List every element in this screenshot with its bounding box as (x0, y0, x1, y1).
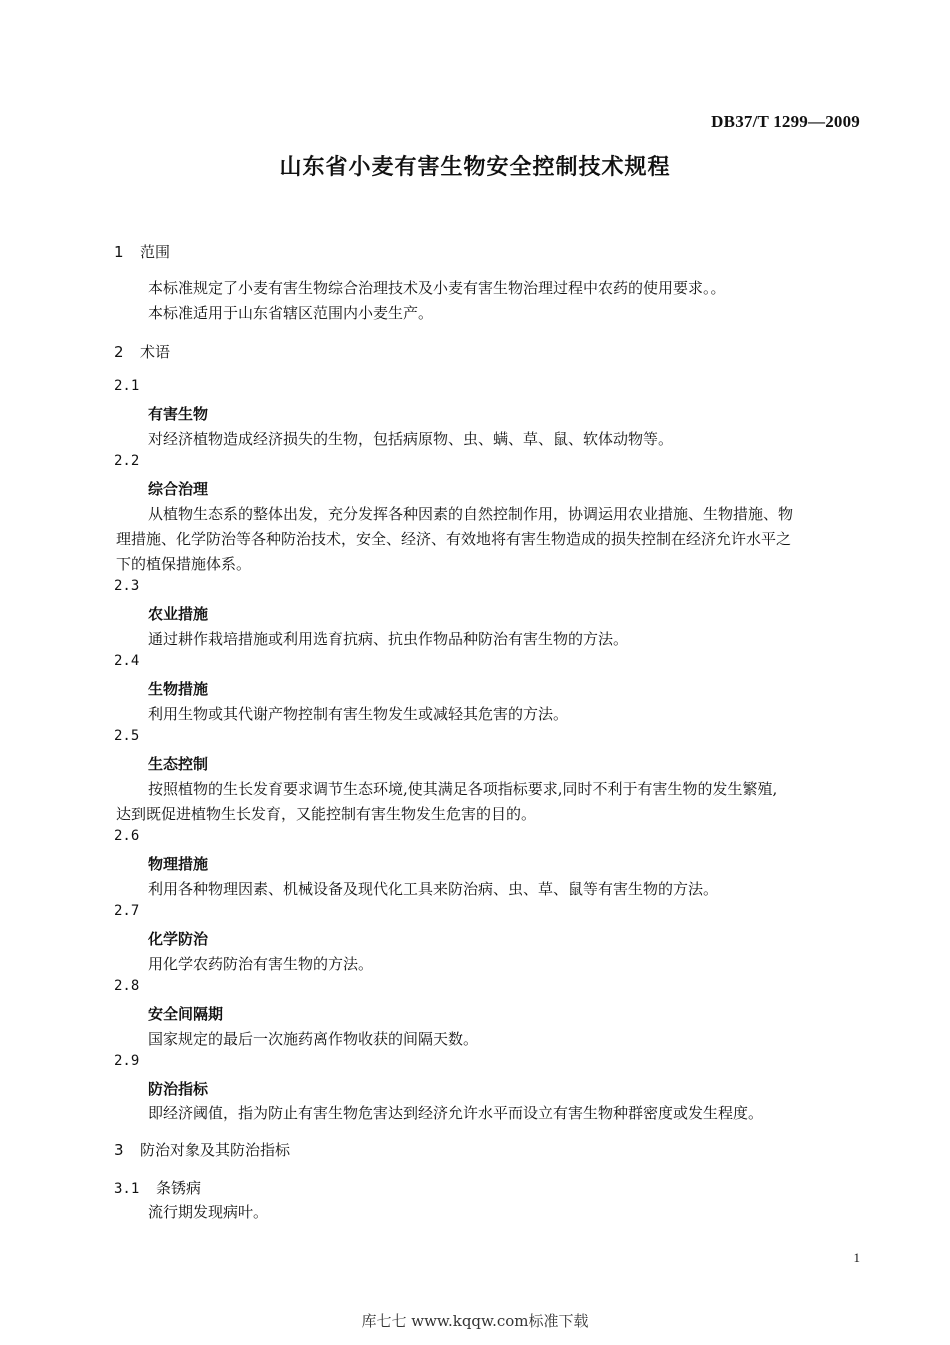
term-definition: 达到既促进植物生长发育，又能控制有害生物发生危害的目的。 (116, 805, 537, 823)
term-number: 2.5 (114, 728, 140, 744)
term-definition: 国家规定的最后一次施药离作物收获的间隔天数。 (148, 1030, 479, 1048)
term-definition: 利用各种物理因素、机械设备及现代化工具来防治病、虫、草、鼠等有害生物的方法。 (148, 880, 719, 898)
page-number: 1 (853, 1250, 860, 1265)
term-definition: 即经济阈值，指为防止有害生物危害达到经济允许水平而设立有害生物种群密度或发生程度。 (148, 1104, 764, 1122)
section-number: 1 (114, 243, 124, 261)
term-definition: 利用生物或其代谢产物控制有害生物发生或减轻其危害的方法。 (148, 705, 569, 723)
term-name: 综合治理 (148, 480, 209, 498)
section-title: 范围 (140, 243, 171, 261)
section-number: 3 (114, 1141, 124, 1159)
section-1-heading (114, 241, 170, 262)
section-2-heading (114, 341, 170, 362)
term-definition: 理措施、化学防治等各种防治技术，安全、经济、有效地将有害生物造成的损失控制在经济允许水平之 (116, 530, 792, 548)
term-number: 2.9 (114, 1053, 140, 1069)
term-number: 2.3 (114, 578, 140, 594)
document-title: 山东省小麦有害生物安全控制技术规程 (279, 155, 671, 180)
term-name: 生物措施 (148, 680, 209, 698)
term-name: 生态控制 (148, 755, 209, 773)
term-number: 2.8 (114, 978, 140, 994)
term-number: 2.6 (114, 828, 140, 844)
paragraph: 本标准规定了小麦有害生物综合治理技术及小麦有害生物治理过程中农药的使用要求。。 (148, 279, 726, 297)
term-name: 化学防治 (148, 930, 209, 948)
footer-watermark: 库七七 www.kqqw.com标准下载 (361, 1312, 589, 1330)
term-definition: 通过耕作栽培措施或利用选育抗病、抗虫作物品种防治有害生物的方法。 (148, 630, 629, 648)
term-name: 物理措施 (148, 855, 209, 873)
section-title: 术语 (140, 343, 171, 361)
subsection-title: 条锈病 (156, 1179, 202, 1197)
section-3-heading (114, 1139, 290, 1160)
term-number: 2.7 (114, 903, 140, 919)
term-number: 2.2 (114, 453, 140, 469)
term-definition: 从植物生态系的整体出发，充分发挥各种因素的自然控制作用，协调运用农业措施、生物措施、物 (148, 505, 794, 523)
term-number: 2.4 (114, 653, 140, 669)
section-number: 2 (114, 343, 124, 361)
section-title: 防治对象及其防治指标 (140, 1141, 291, 1159)
term-number: 2.1 (114, 378, 140, 394)
subsection-3-1-heading (114, 1177, 201, 1198)
standard-code: DB37/T 1299—2009 (711, 112, 860, 131)
term-name: 防治指标 (148, 1080, 209, 1098)
term-definition: 按照植物的生长发育要求调节生态环境,使其满足各项指标要求,同时不利于有害生物的发生繁殖, (148, 780, 778, 798)
term-name: 农业措施 (148, 605, 209, 623)
term-name: 安全间隔期 (148, 1005, 224, 1023)
term-definition: 对经济植物造成经济损失的生物，包括病原物、虫、螨、草、鼠、软体动物等。 (148, 430, 674, 448)
paragraph: 流行期发现病叶。 (148, 1203, 269, 1221)
subsection-number: 3.1 (114, 1181, 140, 1197)
term-definition: 下的植保措施体系。 (116, 555, 252, 573)
paragraph: 本标准适用于山东省辖区范围内小麦生产。 (148, 304, 434, 322)
term-definition: 用化学农药防治有害生物的方法。 (148, 955, 374, 973)
term-name: 有害生物 (148, 405, 209, 423)
